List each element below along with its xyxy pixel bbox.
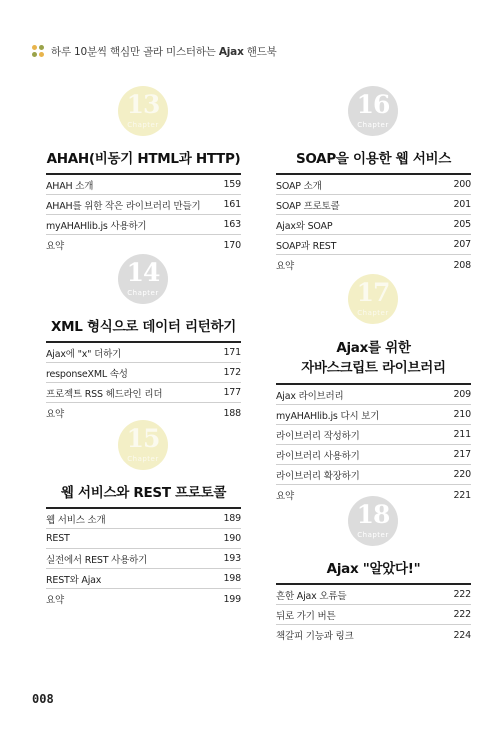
entry-label: SOAP 프로토콜 (276, 200, 340, 212)
toc-entry[interactable] (46, 383, 241, 403)
toc-entry[interactable] (46, 509, 241, 529)
entry-label: SOAP 소개 (276, 180, 322, 192)
toc-entry[interactable] (276, 255, 471, 275)
entry-page: 222 (453, 589, 471, 600)
entry-page: 224 (453, 629, 471, 641)
entry-page: 200 (453, 179, 471, 190)
chapter-badge (46, 86, 241, 142)
chapter-badge-label: Chapter (357, 309, 389, 317)
chapter-title: XML 형식으로 데이터 리턴하기 (51, 319, 236, 335)
entry-page: 208 (453, 259, 471, 271)
toc-entry[interactable] (276, 195, 471, 215)
toc-entry[interactable] (276, 605, 471, 625)
header-dots-icon (32, 45, 44, 57)
dot (39, 52, 44, 57)
entry-label: 웹 서비스 소개 (46, 514, 106, 526)
chapter-badge (46, 254, 241, 310)
entry-label: 라이브러리 사용하기 (276, 450, 360, 462)
chapter-title: 웹 서비스와 REST 프로토콜 (60, 485, 227, 501)
entry-page: 170 (223, 239, 241, 251)
chapter-entries (276, 385, 471, 505)
toc-entry[interactable] (46, 549, 241, 569)
chapter-badge-label: Chapter (127, 289, 159, 297)
chapter-16 (276, 86, 471, 275)
chapter-entries (276, 175, 471, 275)
toc-entry[interactable] (276, 235, 471, 255)
chapter-badge (46, 420, 241, 476)
toc-entry[interactable] (276, 385, 471, 405)
entry-label: Ajax와 SOAP (276, 220, 333, 232)
chapter-15 (46, 420, 241, 609)
entry-label: 프로젝트 RSS 헤드라인 리더 (46, 388, 163, 400)
chapter-badge-label: Chapter (127, 455, 159, 463)
chapter-title-line: Ajax를 위한 (336, 340, 411, 356)
entry-label: REST와 Ajax (46, 574, 102, 586)
entry-label: myAHAHlib.js 다시 보기 (276, 410, 380, 422)
entry-page: 210 (453, 409, 471, 420)
chapter-badge-label: Chapter (357, 121, 389, 129)
entry-page: 209 (453, 389, 471, 400)
running-header (32, 44, 277, 58)
chapter-title (276, 338, 471, 378)
chapter-number: 13 (126, 90, 160, 119)
toc-entry[interactable] (276, 445, 471, 465)
toc-entry[interactable] (276, 465, 471, 485)
entry-label: 라이브러리 작성하기 (276, 430, 360, 442)
dot (32, 45, 37, 50)
chapter-title: AHAH(비동기 HTML과 HTTP) (46, 151, 241, 167)
toc-entry[interactable] (46, 363, 241, 383)
entry-page: 199 (223, 593, 241, 605)
entry-page: 198 (223, 573, 241, 584)
chapter-badge-label: Chapter (127, 121, 159, 129)
toc-entry[interactable] (46, 215, 241, 235)
chapter-entries (46, 509, 241, 609)
chapter-entries (46, 175, 241, 255)
toc-entry[interactable] (276, 425, 471, 445)
entry-page: 189 (223, 513, 241, 524)
toc-entry[interactable] (46, 235, 241, 255)
chapter-badge (276, 274, 471, 330)
chapter-17 (276, 274, 471, 505)
chapter-number: 14 (126, 258, 160, 287)
entry-label: AHAH 소개 (46, 180, 94, 192)
chapter-badge (276, 496, 471, 552)
entry-label: 뒤로 가기 버튼 (276, 610, 336, 622)
chapter-entries (276, 585, 471, 645)
entry-page: 220 (453, 469, 471, 480)
chapter-entries (46, 343, 241, 423)
book-title-suffix: 핸드북 (243, 45, 277, 58)
book-title (51, 44, 277, 59)
chapter-number: 17 (356, 278, 390, 307)
book-title-prefix: 하루 10분씩 핵심만 골라 미스터하는 (51, 45, 219, 58)
entry-page: 159 (223, 179, 241, 190)
book-title-bold: Ajax (218, 45, 244, 58)
entry-label: REST (46, 533, 70, 544)
entry-label: responseXML 속성 (46, 368, 128, 380)
entry-label: 흔한 Ajax 오류들 (276, 590, 347, 602)
chapter-number: 18 (356, 500, 390, 529)
toc-entry[interactable] (46, 589, 241, 609)
toc-entry[interactable] (276, 625, 471, 645)
entry-page: 188 (223, 407, 241, 419)
entry-page: 207 (453, 239, 471, 250)
entry-label: SOAP과 REST (276, 240, 337, 252)
entry-page: 193 (223, 553, 241, 564)
entry-label: Ajax 라이브러리 (276, 390, 344, 402)
entry-page: 217 (453, 449, 471, 460)
chapter-number: 15 (126, 424, 160, 453)
chapter-14 (46, 254, 241, 423)
entry-page: 171 (223, 347, 241, 358)
entry-label: 요약 (276, 261, 294, 272)
toc-entry[interactable] (46, 195, 241, 215)
entry-page: 211 (453, 429, 471, 440)
chapter-title-line: 자바스크립트 라이브러리 (301, 360, 446, 376)
toc-entry[interactable] (46, 529, 241, 549)
entry-page: 172 (223, 367, 241, 378)
page-number: 008 (32, 692, 54, 706)
entry-label: 라이브러리 확장하기 (276, 470, 360, 482)
entry-label: 요약 (276, 491, 294, 502)
chapter-badge-label: Chapter (357, 531, 389, 539)
entry-label: 요약 (46, 409, 64, 420)
entry-label: 책갈피 기능과 링크 (276, 631, 354, 642)
chapter-title: SOAP을 이용한 웹 서비스 (295, 151, 452, 167)
toc-entry[interactable] (276, 585, 471, 605)
chapter-18 (276, 496, 471, 645)
entry-page: 222 (453, 609, 471, 620)
chapter-13 (46, 86, 241, 255)
entry-label: myAHAHlib.js 사용하기 (46, 220, 147, 232)
entry-page: 161 (223, 199, 241, 210)
dot (32, 52, 37, 57)
entry-label: 실전에서 REST 사용하기 (46, 554, 148, 566)
entry-page: 221 (453, 489, 471, 501)
toc-entry[interactable] (46, 175, 241, 195)
toc-entry[interactable] (46, 569, 241, 589)
entry-label: 요약 (46, 241, 64, 252)
entry-label: AHAH를 위한 작은 라이브러리 만들기 (46, 200, 201, 212)
entry-page: 201 (453, 199, 471, 210)
chapter-title: Ajax "알았다!" (326, 561, 421, 577)
entry-label: 요약 (46, 595, 64, 606)
entry-page: 177 (223, 387, 241, 398)
entry-page: 163 (223, 219, 241, 230)
entry-page: 205 (453, 219, 471, 230)
dot (39, 45, 44, 50)
entry-label: Ajax에 "x" 더하기 (46, 348, 122, 360)
chapter-badge (276, 86, 471, 142)
toc-entry[interactable] (276, 175, 471, 195)
toc-entry[interactable] (276, 215, 471, 235)
toc-entry[interactable] (46, 343, 241, 363)
toc-entry[interactable] (276, 405, 471, 425)
entry-page: 190 (223, 533, 241, 544)
chapter-number: 16 (356, 90, 390, 119)
